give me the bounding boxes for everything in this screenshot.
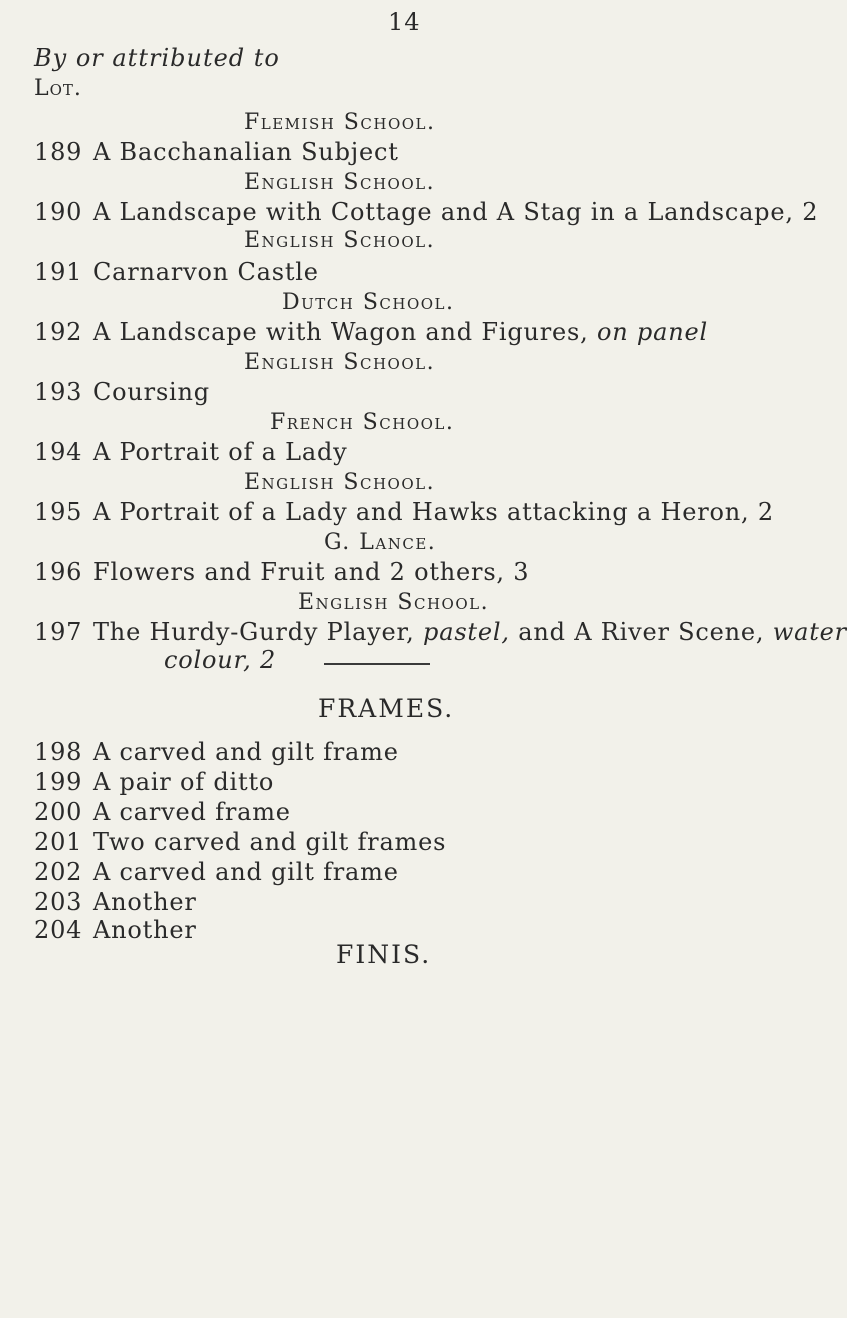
lot-description: Another xyxy=(93,916,197,944)
page-number: 14 xyxy=(388,8,421,36)
lot-number: 190 xyxy=(34,198,83,226)
lot-entry xyxy=(34,738,399,766)
lot-description: Another xyxy=(93,888,197,916)
frames-heading: FRAMES. xyxy=(318,694,455,723)
school-heading: French School. xyxy=(270,410,455,435)
lot-number: 196 xyxy=(34,558,83,586)
school-heading: English School. xyxy=(244,470,436,495)
lot-number: 200 xyxy=(34,798,83,826)
lot-description: A Portrait of a Lady and Hawks attacking a Heron, 2 xyxy=(93,498,774,526)
section-heading: By or attributed to xyxy=(34,44,280,72)
lot-entry xyxy=(34,318,708,346)
artist-heading: G. Lance. xyxy=(324,530,437,555)
lot-description: A carved and gilt frame xyxy=(93,738,399,766)
lot-description: Coursing xyxy=(93,378,210,406)
lot-number: 197 xyxy=(34,618,83,646)
lot-number: 193 xyxy=(34,378,83,406)
lot-description: A Landscape with Wagon and Figures, xyxy=(93,318,589,346)
lot-entry xyxy=(34,498,774,526)
lot-entry xyxy=(34,378,210,406)
school-heading: English School. xyxy=(244,228,436,253)
lot-entry xyxy=(34,438,348,466)
lot-number: 194 xyxy=(34,438,83,466)
lot-number: 189 xyxy=(34,138,83,166)
finis-text: FINIS. xyxy=(336,940,432,969)
lot-description: A Portrait of a Lady xyxy=(93,438,348,466)
lot-entry xyxy=(34,798,291,826)
lot-entry xyxy=(34,258,319,286)
lot-number: 202 xyxy=(34,858,83,886)
lot-number: 201 xyxy=(34,828,83,856)
lot-entry xyxy=(34,888,197,916)
lot-number: 203 xyxy=(34,888,83,916)
school-heading: English School. xyxy=(244,170,436,195)
lot-entry xyxy=(34,618,847,646)
lot-description: A carved frame xyxy=(93,798,291,826)
lot-entry xyxy=(34,768,274,796)
lot-number: 192 xyxy=(34,318,83,346)
lot-description: Carnarvon Castle xyxy=(93,258,319,286)
lot-entry xyxy=(34,916,197,944)
lot-medium: on panel xyxy=(597,318,708,346)
lot-description-cont: and A River Scene, xyxy=(518,618,765,646)
lot-description: A carved and gilt frame xyxy=(93,858,399,886)
section-divider xyxy=(324,663,430,665)
lot-medium: pastel, xyxy=(423,618,510,646)
school-heading: English School. xyxy=(298,590,490,615)
lot-number: 198 xyxy=(34,738,83,766)
lot-entry xyxy=(34,198,818,226)
lot-column-label: Lot. xyxy=(34,76,82,101)
lot-description: The Hurdy-Gurdy Player, xyxy=(93,618,415,646)
lot-entry xyxy=(34,558,529,586)
lot-continuation: colour, 2 xyxy=(164,646,277,674)
lot-entry xyxy=(34,828,446,856)
lot-description: A pair of ditto xyxy=(93,768,275,796)
school-heading: English School. xyxy=(244,350,436,375)
lot-description: Two carved and gilt frames xyxy=(93,828,447,856)
school-heading: Flemish School. xyxy=(244,110,436,135)
lot-number: 195 xyxy=(34,498,83,526)
lot-entry xyxy=(34,138,399,166)
lot-medium: water xyxy=(772,618,847,646)
lot-description: Flowers and Fruit and 2 others, 3 xyxy=(93,558,530,586)
lot-description: A Bacchanalian Subject xyxy=(93,138,399,166)
lot-number: 191 xyxy=(34,258,83,286)
lot-entry xyxy=(34,858,399,886)
lot-description: A Landscape with Cottage and A Stag in a Landscape, 2 xyxy=(93,198,819,226)
school-heading: Dutch School. xyxy=(282,290,455,315)
lot-number: 199 xyxy=(34,768,83,796)
lot-number: 204 xyxy=(34,916,83,944)
